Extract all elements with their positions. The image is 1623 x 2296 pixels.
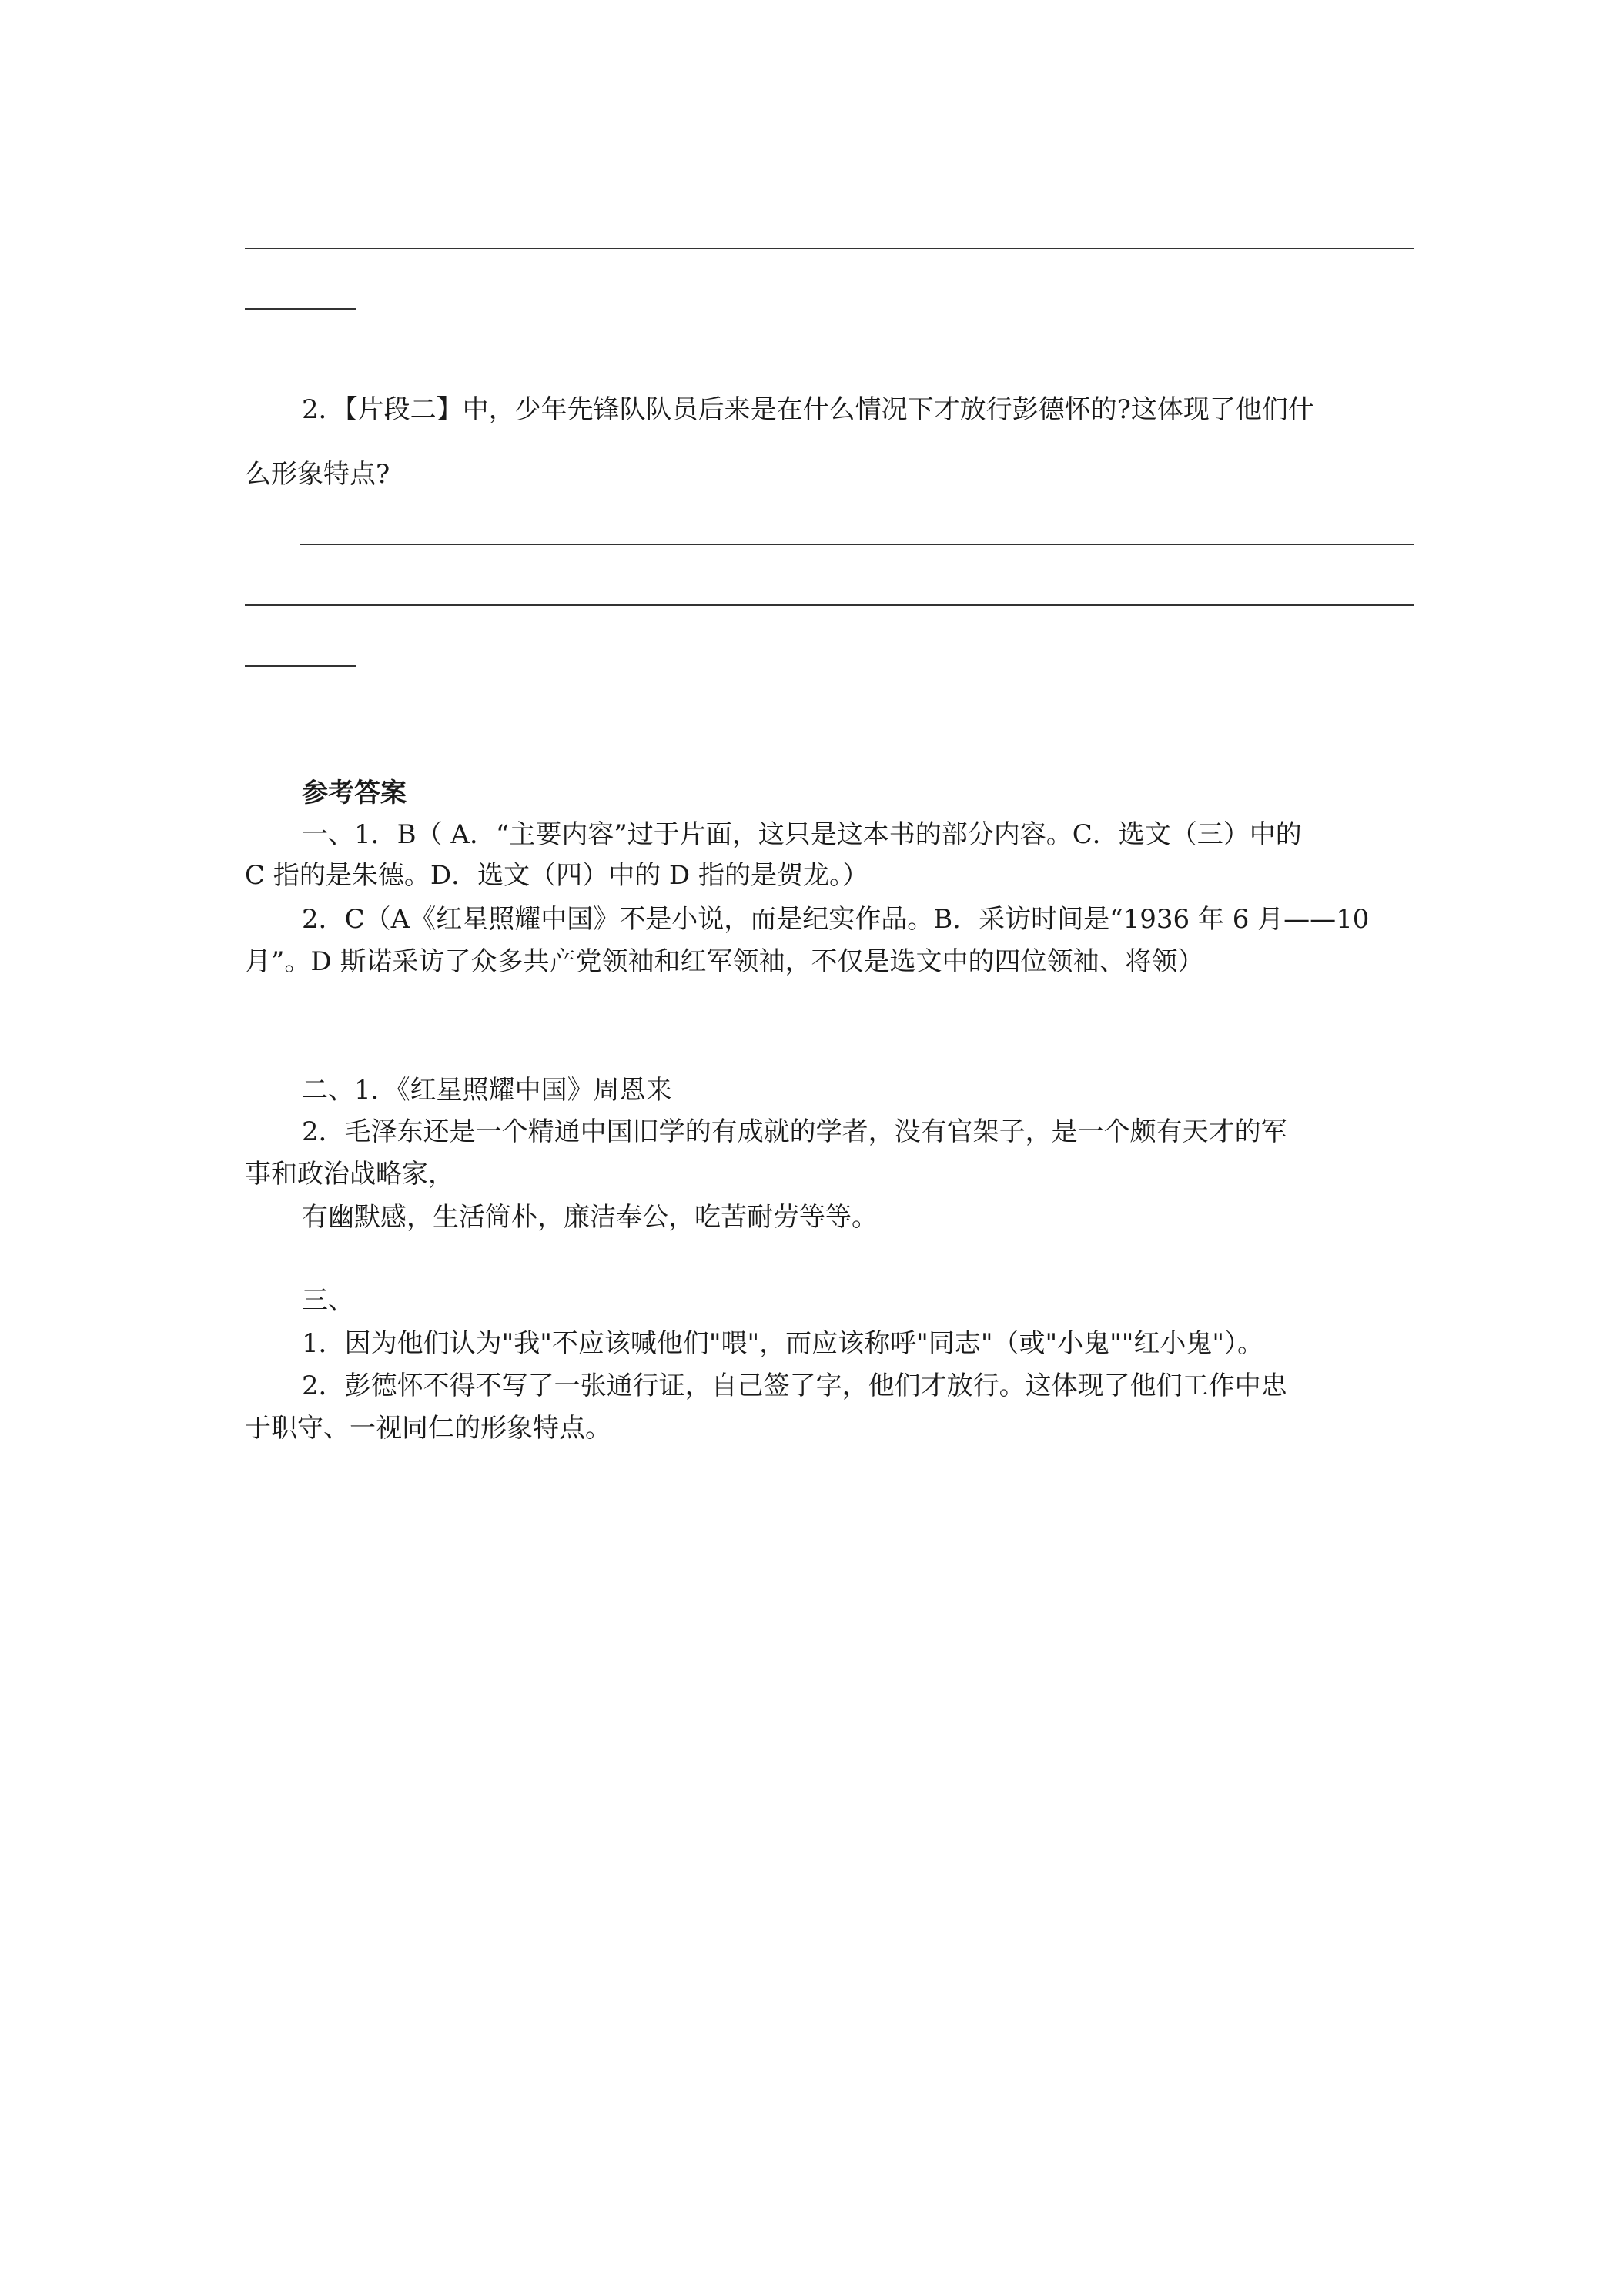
question-2-line-2: 么形象特点?: [245, 459, 390, 490]
answer-2-2-line-1: 2．毛泽东还是一个精通中国旧学的有成就的学者，没有官架子，是一个颇有天才的军: [302, 1116, 1287, 1147]
answer-1-1-line-1: 一、1．B（ A．“主要内容”过于片面，这只是这本书的部分内容。C．选文（三）中的: [302, 819, 1302, 850]
answer-1-2-line-2: 月”。D 斯诺采访了众多共产党领袖和红军领袖，不仅是选文中的四位领袖、将领）: [245, 946, 1204, 977]
answers-heading: 参考答案: [302, 778, 407, 808]
answer-blank-line-short: [245, 308, 356, 310]
answer-3-1: 1．因为他们认为"我"不应该喊他们"喂"，而应该称呼"同志"（或"小鬼""红小鬼"）。: [302, 1328, 1264, 1359]
answer-3-label: 三、: [302, 1285, 354, 1316]
answer-blank-line: [245, 248, 1414, 249]
answer-blank-line: [300, 544, 1414, 545]
answer-blank-line-short: [245, 665, 356, 667]
answer-3-2-line-1: 2．彭德怀不得不写了一张通行证，自己签了字，他们才放行。这体现了他们工作中忠: [302, 1371, 1287, 1401]
answer-2-1: 二、1．《红星照耀中国》周恩来: [302, 1075, 672, 1106]
answer-blank-line: [245, 604, 1414, 606]
question-2-line-1: 2．【片段二】中，少年先锋队队员后来是在什么情况下才放行彭德怀的?这体现了他们什: [302, 394, 1314, 425]
answer-2-2-line-2: 事和政治战略家，: [245, 1159, 454, 1190]
answer-1-1-line-2: C 指的是朱德。D．选文（四）中的 D 指的是贺龙。）: [245, 860, 868, 891]
answer-2-2-line-3: 有幽默感，生活简朴，廉洁奉公，吃苦耐劳等等。: [302, 1202, 878, 1233]
answer-3-2-line-2: 于职守、一视同仁的形象特点。: [245, 1413, 611, 1444]
answer-1-2-line-1: 2．C（A《红星照耀中国》不是小说，而是纪实作品。B．采访时间是“1936 年 6 月——10: [302, 904, 1370, 935]
